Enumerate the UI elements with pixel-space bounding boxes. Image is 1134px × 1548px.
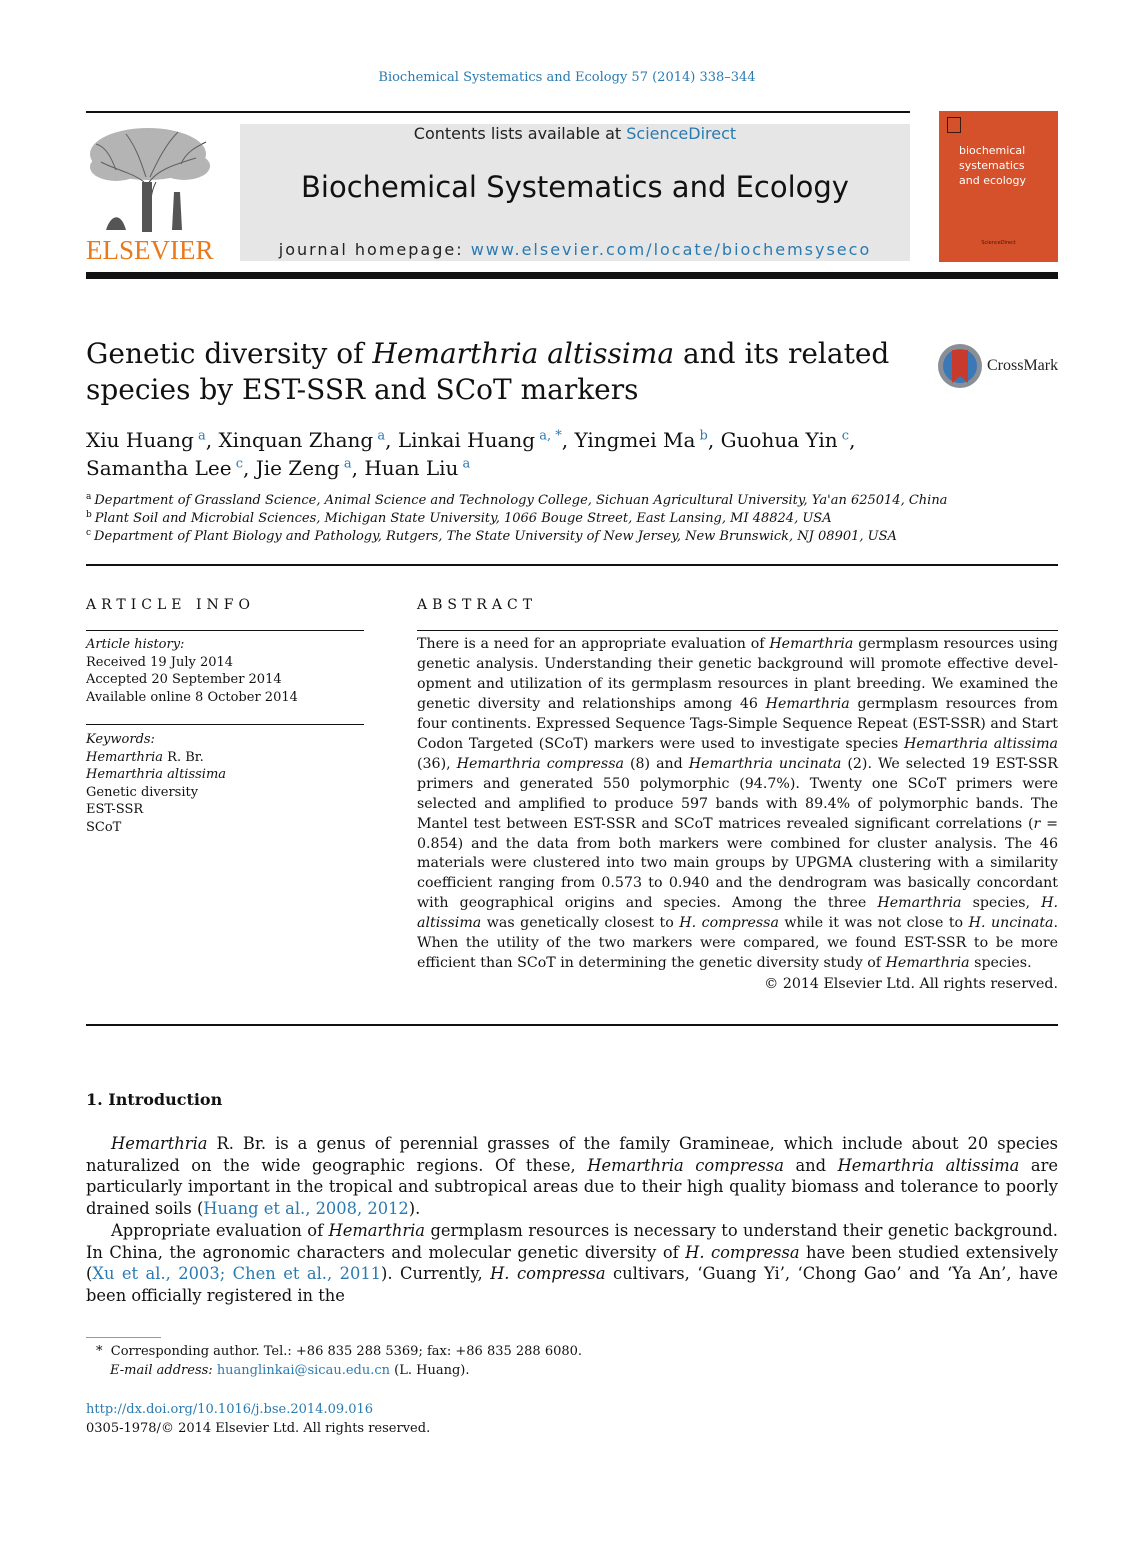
history-label: Article history:	[86, 637, 185, 652]
author-name[interactable]: Xinquan Zhang	[218, 428, 374, 452]
author-affiliation-mark[interactable]: a	[377, 428, 386, 444]
affiliation-mark: a	[86, 491, 92, 502]
keyword: Hemarthria altissima	[86, 767, 227, 783]
email-line: E-mail address: huanglinkai@sicau.edu.cn (L. Huang).	[110, 1363, 470, 1378]
keyword: SCoT	[86, 819, 122, 835]
sciencedirect-link[interactable]: ScienceDirect	[626, 124, 737, 143]
author-affiliation-mark[interactable]: a	[197, 428, 206, 444]
title-part: Genetic diversity of	[86, 337, 373, 370]
author-name[interactable]: Linkai Huang	[397, 428, 536, 452]
journal-header	[240, 124, 910, 261]
article-title	[86, 336, 906, 408]
header-top-rule	[86, 111, 910, 113]
abstract-copyright: © 2014 Elsevier Ltd. All rights reserved.	[764, 976, 1058, 992]
footnote-rule	[86, 1337, 161, 1338]
introduction-body	[86, 1133, 1058, 1307]
author-separator: ,	[561, 428, 575, 452]
affiliation-text: Plant Soil and Microbial Sciences, Michigan State University, 1066 Bouge Street, East Lansing, MI 48824, USA	[94, 511, 832, 526]
section-rule	[86, 564, 1058, 566]
article-info-rule	[86, 630, 364, 631]
affiliation-c	[86, 528, 1066, 546]
affiliation-text: Department of Grassland Science, Animal Science and Technology College, Sichuan Agricultural University, Ya'an 625014, China	[94, 493, 948, 508]
doi-link[interactable]: http://dx.doi.org/10.1016/j.bse.2014.09.016	[86, 1402, 374, 1417]
homepage-link[interactable]: www.elsevier.com/locate/biochemsyseco	[470, 240, 872, 259]
keyword: EST-SSR	[86, 802, 144, 818]
citation-link[interactable]: Huang et al., 2008, 2012	[203, 1199, 409, 1219]
author-separator: ,	[849, 428, 856, 452]
contents-line	[240, 124, 910, 144]
issn-line: 0305-1978/© 2014 Elsevier Ltd. All rights reserved.	[86, 1421, 431, 1436]
author-affiliation-mark[interactable]: a, *	[539, 428, 562, 444]
crossmark-badge[interactable]	[937, 343, 1062, 389]
journal-reference[interactable]: Biochemical Systematics and Ecology 57 (2014) 338–344	[378, 70, 756, 85]
abstract-heading: ABSTRACT	[417, 597, 538, 613]
elsevier-logo	[86, 122, 212, 264]
crossmark-icon	[937, 343, 983, 389]
publisher-name: ELSEVIER	[86, 235, 214, 265]
online-date: Available online 8 October 2014	[86, 689, 298, 705]
author-list	[86, 426, 1046, 482]
journal-cover	[939, 111, 1058, 262]
author-name[interactable]: Guohua Yin	[720, 428, 838, 452]
author-separator: ,	[205, 428, 219, 452]
tree-icon	[86, 122, 212, 234]
keywords-label: Keywords:	[86, 732, 155, 747]
accepted-date: Accepted 20 September 2014	[86, 672, 282, 688]
author-name[interactable]: Xiu Huang	[86, 428, 194, 452]
affiliation-mark: b	[86, 509, 92, 520]
paragraph: Appropriate evaluation of Hemarthria germplasm resources is necessary to understand their genetic background. In China, the agronomic characters and molecular genetic diversity of H. compressa have been studied extensively (Xu et al., 2003; Chen et al., 2011). Currently, H. compressa cultivars, ‘Guang Yi’, ‘Chong Gao’ and ‘Ya An’, have been officially registered in the	[86, 1220, 1059, 1305]
abstract-body: There is a need for an appropriate evaluation of Hemarthria germplasm resources using genetic analysis. Understanding their genetic background will promote effective development and utilization of its germplasm resources in plant breeding. We examined the genetic diversity and relationships among 46 Hemarthria germplasm resources from four continents. Expressed Sequence Tags-Simple Sequence Repeat (EST-SSR) and Start Codon Targeted (SCoT) markers were used to investigate species Hemarthria altissima (36), Hemarthria compressa (8) and Hemarthria uncinata (2). We selected 19 EST-SSR primers and generated 550 polymorphic (94.7%). Twenty one SCoT primers were selected and amplified to produce 597 bands with 89.4% of polymorphic bands. The Mantel test between EST-SSR and SCoT matrices revealed significant correlations (r = 0.854) and the data from both markers were combined for cluster analysis. The 46 materials were clustered into two main groups by UPGMA clustering with a similarity coefficient ranging from 0.573 to 0.940 and the dendrogram was basically concordant with geographical origins and species. Among the three Hemarthria species, H. altissima was genetically closest to H. compressa while it was not close to H. uncinata. When the utility of the two markers were compared, we found EST-SSR to be more efficient than SCoT in determining the genetic diversity study of Hemarthria species.	[417, 636, 1059, 972]
cover-title-line: and ecology	[959, 174, 1027, 187]
author-name[interactable]: Jie Zeng	[255, 456, 340, 480]
keyword: Hemarthria R. Br.	[86, 749, 204, 765]
affiliation-mark: c	[86, 527, 92, 538]
author-separator: ,	[351, 456, 365, 480]
cover-title	[959, 143, 1054, 188]
doi-block	[86, 1400, 430, 1438]
introduction-heading: 1. Introduction	[86, 1090, 223, 1109]
footnote	[96, 1342, 996, 1380]
crossmark-label: CrossMark	[987, 357, 1059, 374]
email-link[interactable]: huanglinkai@sicau.edu.cn	[216, 1363, 391, 1378]
author-name[interactable]: Samantha Lee	[86, 456, 232, 480]
author-name[interactable]: Huan Liu	[364, 456, 459, 480]
citation-link[interactable]: Xu et al., 2003; Chen et al., 2011	[92, 1264, 382, 1284]
author-affiliation-mark[interactable]: c	[235, 456, 243, 472]
author-name[interactable]: Yingmei Ma	[574, 428, 696, 452]
affiliation-b	[86, 510, 1066, 528]
title-part: and its related species by EST-SSR and SCoT markers	[86, 337, 890, 406]
paragraph: Hemarthria R. Br. is a genus of perennial grasses of the family Gramineae, which include about 20 species naturalized on the wide geographic regions. Of these, Hemarthria compressa and Hemarthria altissima are particularly important in the tropical and subtropical areas due to their high quality biomass and tolerance to poorly drained soils (Huang et al., 2008, 2012).	[86, 1134, 1059, 1219]
cover-small-text: ScienceDirect	[981, 240, 1016, 246]
affiliation-text: Department of Plant Biology and Pathology, Rutgers, The State University of New Jersey, New Brunswick, NJ 08901, USA	[94, 529, 897, 544]
corresponding-author-note: * Corresponding author. Tel.: +86 835 288 5369; fax: +86 835 288 6080.	[96, 1344, 583, 1359]
journal-title: Biochemical Systematics and Ecology	[301, 170, 849, 204]
cover-logo-icon	[947, 117, 961, 133]
author-affiliation-mark[interactable]: b	[699, 428, 708, 444]
title-italic: Hemarthria altissima	[372, 337, 675, 370]
author-affiliation-mark[interactable]: a	[462, 456, 471, 472]
header-bottom-rule	[86, 272, 1058, 279]
keyword: Genetic diversity	[86, 784, 199, 800]
homepage-prefix: journal homepage:	[278, 240, 471, 259]
article-info-heading: ARTICLE INFO	[86, 597, 255, 613]
keywords	[86, 731, 366, 837]
abstract-rule	[417, 630, 1058, 631]
author-affiliation-mark[interactable]: c	[841, 428, 850, 444]
affiliation-a	[86, 492, 1066, 510]
contents-prefix: Contents lists available at	[413, 124, 627, 143]
author-separator: ,	[385, 428, 398, 452]
cover-title-line: biochemical	[959, 144, 1026, 157]
homepage-line	[240, 240, 910, 259]
article-info-rule	[86, 724, 364, 725]
author-separator: ,	[242, 456, 256, 480]
section-rule	[86, 1024, 1058, 1026]
author-separator: ,	[707, 428, 721, 452]
cover-title-line: systematics	[959, 159, 1025, 172]
article-history	[86, 636, 366, 706]
received-date: Received 19 July 2014	[86, 654, 234, 670]
author-affiliation-mark[interactable]: a	[343, 456, 352, 472]
